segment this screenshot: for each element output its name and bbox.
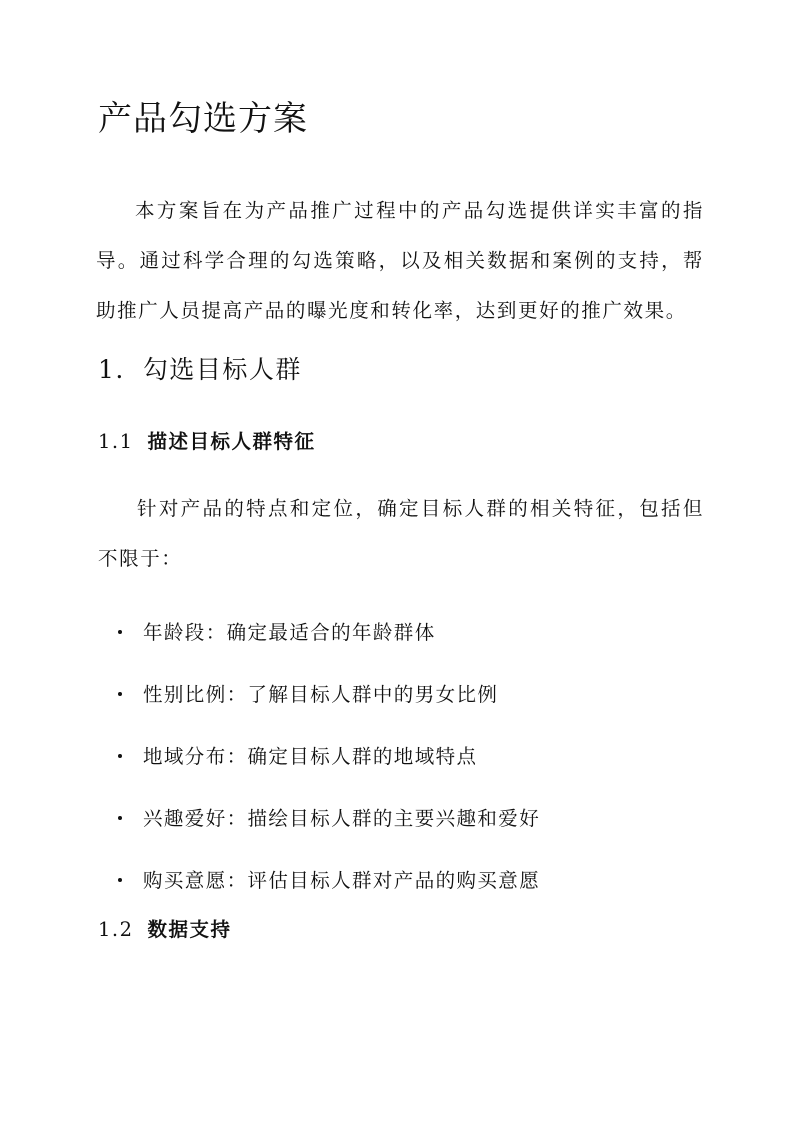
document-title: 产品勾选方案: [98, 99, 308, 139]
subsection-1-1-title: 描述目标人群特征: [147, 430, 316, 453]
list-item-text: 年龄段：确定最适合的年龄群体: [143, 621, 436, 644]
list-item: [118, 848, 540, 910]
list-item: [118, 600, 540, 662]
list-item-text: 性别比例：了解目标人群中的男女比例: [143, 683, 499, 706]
subsection-1-1-paragraph: 针对产品的特点和定位，确定目标人群的相关特征，包括但不限于：: [98, 497, 704, 570]
bullet-icon: [118, 878, 122, 882]
intro-paragraph: 本方案旨在为产品推广过程中的产品勾选提供详实丰富的指导。通过科学合理的勾选策略，以及相关数据和案例的支持，帮助推广人员提高产品的曝光度和转化率，达到更好的推广效果。: [96, 199, 704, 322]
section-1-heading: [98, 352, 302, 388]
bullet-icon: [118, 754, 122, 758]
list-item: [118, 724, 540, 786]
subsection-1-1-number: 1.1: [98, 430, 134, 453]
list-item-text: 兴趣爱好：描绘目标人群的主要兴趣和爱好: [143, 807, 541, 830]
list-item: [118, 662, 540, 724]
bullet-icon: [118, 630, 122, 634]
section-1-number: 1.: [98, 355, 125, 384]
bullet-icon: [118, 692, 122, 696]
list-item: [118, 786, 540, 848]
list-item-text: 购买意愿：评估目标人群对产品的购买意愿: [143, 869, 541, 892]
target-features-list: [118, 600, 540, 910]
subsection-1-2-heading: [98, 916, 232, 944]
bullet-icon: [118, 816, 122, 820]
subsection-1-2-number: 1.2: [98, 918, 134, 941]
subsection-1-1-heading: [98, 428, 316, 456]
list-item-text: 地域分布：确定目标人群的地域特点: [143, 745, 478, 768]
subsection-1-2-title: 数据支持: [147, 918, 232, 941]
section-1-title: 勾选目标人群: [142, 355, 302, 384]
